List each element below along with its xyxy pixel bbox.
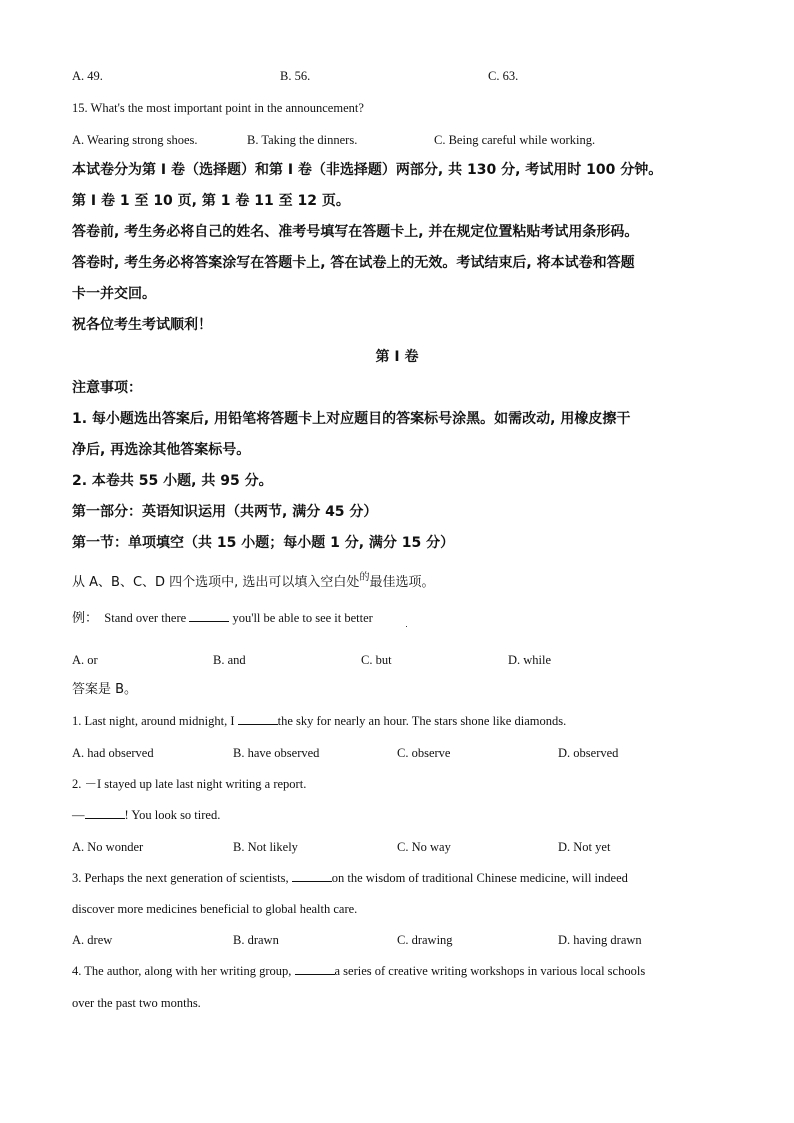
- q3-post: on the wisdom of traditional Chinese medicine, will indeed: [331, 871, 628, 885]
- notes-item-1a: 1. 每小题选出答案后, 用铅笔将答题卡上对应题目的答案标号涂黑。如需改动, 用橡皮擦干: [72, 411, 631, 427]
- q15-option-c: C. Being careful while working.: [434, 133, 596, 147]
- q2-option-a: A. No wonder: [72, 840, 144, 854]
- intro-line-5: 卡一并交回。: [72, 286, 156, 302]
- q2-line-2: [72, 807, 220, 823]
- intro-line-6: 祝各位考生考试顺利！: [72, 317, 212, 333]
- q3-option-d: D. having drawn: [558, 933, 642, 947]
- instruction-post: 最佳选项。: [369, 575, 435, 590]
- q3-option-b: B. drawn: [233, 933, 279, 947]
- q1-option-a: A. had observed: [72, 746, 154, 760]
- q3-line-2: discover more medicines beneficial to global health care.: [72, 902, 358, 916]
- instruction-sup: 的: [359, 572, 370, 583]
- q14-option-c: C. 63.: [488, 69, 519, 83]
- intro-line-2: 第 I 卷 1 至 10 页, 第 1 卷 11 至 12 页。: [72, 193, 350, 209]
- q1-question: [72, 713, 566, 729]
- instruction-pre: 从 A、B、C、D 四个选项中, 选出可以填入空白处: [72, 575, 360, 590]
- example-post: you'll be able to see it better: [229, 611, 373, 625]
- example-blank: [189, 610, 229, 622]
- q15-option-a: A. Wearing strong shoes.: [72, 133, 198, 147]
- instruction: [72, 573, 434, 594]
- q4-post: a series of creative writing workshops in various local schools: [334, 964, 646, 978]
- intro-line-4: 答卷时, 考生务必将答案涂写在答题卡上, 答在试卷上的无效。考试结束后, 将本试卷和答题: [72, 255, 635, 271]
- q1-option-b: B. have observed: [233, 746, 320, 760]
- stray-dot: [406, 626, 407, 627]
- q3-option-a: A. drew: [72, 933, 113, 947]
- example-option-b: B. and: [213, 653, 246, 667]
- notes-item-2: 2. 本卷共 55 小题, 共 95 分。: [72, 473, 273, 489]
- intro-line-1: 本试卷分为第 I 卷（选择题）和第 I 卷（非选择题）两部分, 共 130 分, 考试用时 100 分钟。: [72, 162, 663, 178]
- q15-option-b: B. Taking the dinners.: [247, 133, 358, 147]
- intro-line-3: 答卷前, 考生务必将自己的姓名、准考号填写在答题卡上, 并在规定位置粘贴考试用条形码。: [72, 224, 639, 240]
- q1-pre: 1. Last night, around midnight, I: [72, 714, 238, 728]
- part-title: 第 I 卷: [375, 349, 419, 365]
- example-option-a: A. or: [72, 653, 98, 667]
- q4-pre: 4. The author, along with her writing group,: [72, 964, 295, 978]
- notes-heading: 注意事项：: [72, 380, 142, 396]
- example-option-d: D. while: [508, 653, 552, 667]
- q2-pre: —: [72, 808, 85, 822]
- q1-option-c: C. observe: [397, 746, 451, 760]
- q3-option-c: C. drawing: [397, 933, 453, 947]
- q1-option-d: D. observed: [558, 746, 619, 760]
- example-option-c: C. but: [361, 653, 392, 667]
- q14-option-b: B. 56.: [280, 69, 311, 83]
- example-line: [72, 609, 373, 629]
- section-1-1-heading: 第一节：单项填空（共 15 小题；每小题 1 分, 满分 15 分）: [72, 535, 455, 551]
- q4-line-1: [72, 963, 645, 979]
- q3-pre: 3. Perhaps the next generation of scientists,: [72, 871, 292, 885]
- q4-line-2: over the past two months.: [72, 996, 201, 1010]
- q2-option-b: B. Not likely: [233, 840, 298, 854]
- q2-post: ! You look so tired.: [124, 808, 221, 822]
- q15-question: 15. What's the most important point in the announcement?: [72, 101, 364, 115]
- q1-post: the sky for nearly an hour. The stars shone like diamonds.: [277, 714, 567, 728]
- q2-line-1: 2. －I stayed up late last night writing a report.: [72, 777, 307, 791]
- q3-line-1: [72, 870, 628, 886]
- example-answer: 答案是 B。: [72, 682, 138, 697]
- q14-option-a: A. 49.: [72, 69, 103, 83]
- section-1-heading: 第一部分：英语知识运用（共两节, 满分 45 分）: [72, 504, 378, 520]
- q2-option-c: C. No way: [397, 840, 451, 854]
- q3-blank: [292, 870, 332, 882]
- q2-blank: [85, 807, 125, 819]
- q4-blank: [295, 963, 335, 975]
- notes-item-1b: 净后, 再选涂其他答案标号。: [72, 442, 251, 458]
- example-pre: Stand over there: [104, 611, 190, 625]
- example-label: 例：: [72, 611, 99, 626]
- q2-option-d: D. Not yet: [558, 840, 611, 854]
- q1-blank: [238, 713, 278, 725]
